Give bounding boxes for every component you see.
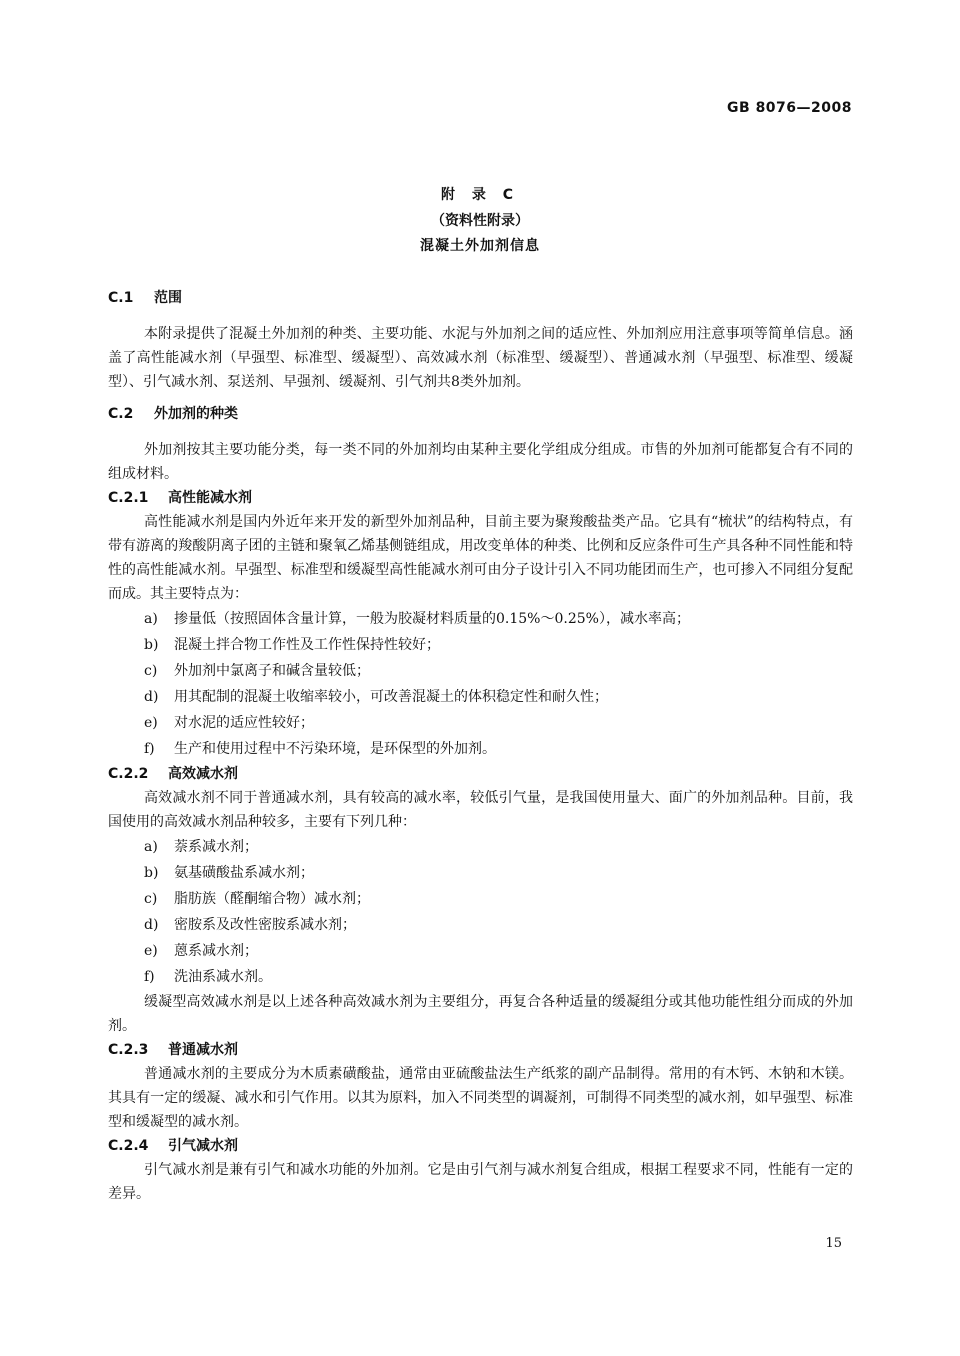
appendix-title: 混凝土外加剂信息 [420, 238, 540, 254]
section-title: 外加剂的种类 [154, 406, 238, 422]
section-number: C.2.2 [108, 766, 149, 782]
list-marker: a) [144, 611, 158, 627]
paragraph: 缓凝型高效减水剂是以上述各种高效减水剂为主要组分，再复合各种适量的缓凝组分或其他功能性组分而成的外加剂。 [108, 994, 853, 1034]
section-heading-c2-3 [108, 1038, 853, 1062]
standard-number: GB 8076—2008 [727, 100, 852, 116]
list-marker: b) [144, 865, 159, 881]
list-item [108, 710, 853, 736]
list-marker: e) [144, 943, 158, 959]
paragraph: 外加剂按其主要功能分类，每一类不同的外加剂均由某种主要化学组成分组成。市售的外加剂可能都复合有不同的组成材料。 [108, 442, 853, 482]
list-item [108, 938, 853, 964]
section-number: C.2.4 [108, 1138, 149, 1154]
list-item [108, 684, 853, 710]
list-item [108, 658, 853, 684]
list-marker: c) [144, 891, 158, 907]
list-text: 蒽系减水剂； [174, 943, 258, 959]
section-title: 普通减水剂 [168, 1042, 238, 1058]
list-item [108, 964, 853, 990]
section-title: 范围 [154, 290, 182, 306]
section-number: C.2.1 [108, 490, 149, 506]
list-marker: a) [144, 839, 158, 855]
list-item [108, 632, 853, 658]
section-title: 引气减水剂 [168, 1138, 238, 1154]
paragraph: 高效减水剂不同于普通减水剂，具有较高的减水率，较低引气量，是我国使用量大、面广的外加剂品种。目前，我国使用的高效减水剂品种较多，主要有下列几种： [108, 790, 853, 830]
list-item [108, 912, 853, 938]
list-text: 洗油系减水剂。 [174, 969, 272, 985]
paragraph: 高性能减水剂是国内外近年来开发的新型外加剂品种，目前主要为聚羧酸盐类产品。它具有“梳状”的结构特点，有带有游离的羧酸阴离子团的主链和聚氧乙烯基侧链组成，用改变单体的种类、比例和反应条件可生产具各种不同性能和特性的高性能减水剂。早强型、标准型和缓凝型高性能减水剂可由分子设计引入不同功能团而生产，也可掺入不同组分复配而成。其主要特点为： [108, 514, 853, 602]
list-marker: c) [144, 663, 158, 679]
section-title: 高效减水剂 [168, 766, 238, 782]
paragraph: 本附录提供了混凝土外加剂的种类、主要功能、水泥与外加剂之间的适应性、外加剂应用注意事项等简单信息。涵盖了高性能减水剂（早强型、标准型、缓凝型）、高效减水剂（标准型、缓凝型）、普通减水剂（早强型、标准型、缓凝型）、引气减水剂、泵送剂、早强剂、缓凝剂、引气剂共8类外加剂。 [108, 326, 853, 390]
appendix-nature: （资料性附录） [431, 213, 529, 229]
list-text: 外加剂中氯离子和碱含量较低； [174, 663, 370, 679]
section-heading-c1 [108, 286, 853, 310]
section-heading-c2-2 [108, 762, 853, 786]
paragraph: 引气减水剂是兼有引气和减水功能的外加剂。它是由引气剂与减水剂复合组成，根据工程要求不同，性能有一定的差异。 [108, 1162, 853, 1202]
list-marker: d) [144, 917, 159, 933]
section-title: 高性能减水剂 [168, 490, 252, 506]
list-marker: b) [144, 637, 159, 653]
section-number: C.2.3 [108, 1042, 149, 1058]
list-marker: f) [144, 969, 155, 985]
list-text: 生产和使用过程中不污染环境，是环保型的外加剂。 [174, 741, 496, 757]
section-heading-c2 [108, 402, 853, 426]
list-text: 氨基磺酸盐系减水剂； [174, 865, 314, 881]
paragraph: 普通减水剂的主要成分为木质素磺酸盐，通常由亚硫酸盐法生产纸浆的副产品制得。常用的有木钙、木钠和木镁。其具有一定的缓凝、减水和引气作用。以其为原料，加入不同类型的调凝剂，可制得不同类型的减水剂，如早强型、标准型和缓凝型的减水剂。 [108, 1066, 853, 1130]
page-number: 15 [825, 1236, 842, 1251]
section-number: C.1 [108, 290, 134, 306]
list-item [108, 834, 853, 860]
list-text: 对水泥的适应性较好； [174, 715, 314, 731]
section-heading-c2-4 [108, 1134, 853, 1158]
list-text: 脂肪族（醛酮缩合物）减水剂； [174, 891, 370, 907]
section-number: C.2 [108, 406, 134, 422]
document-body [108, 286, 853, 1206]
list-item [108, 886, 853, 912]
list-text: 密胺系及改性密胺系减水剂； [174, 917, 356, 933]
section-heading-c2-1 [108, 486, 853, 510]
list-item [108, 606, 853, 632]
list-item [108, 860, 853, 886]
list-item [108, 736, 853, 762]
list-marker: e) [144, 715, 158, 731]
list-marker: d) [144, 689, 159, 705]
list-marker: f) [144, 741, 155, 757]
list-text: 混凝土拌合物工作性及工作性保持性较好； [174, 637, 440, 653]
appendix-label: 附 录 C [440, 187, 520, 203]
list-text: 掺量低（按照固体含量计算，一般为胶凝材料质量的0.15%～0.25%），减水率高； [174, 611, 690, 627]
list-text: 萘系减水剂； [174, 839, 258, 855]
list-text: 用其配制的混凝土收缩率较小，可改善混凝土的体积稳定性和耐久性； [174, 689, 608, 705]
